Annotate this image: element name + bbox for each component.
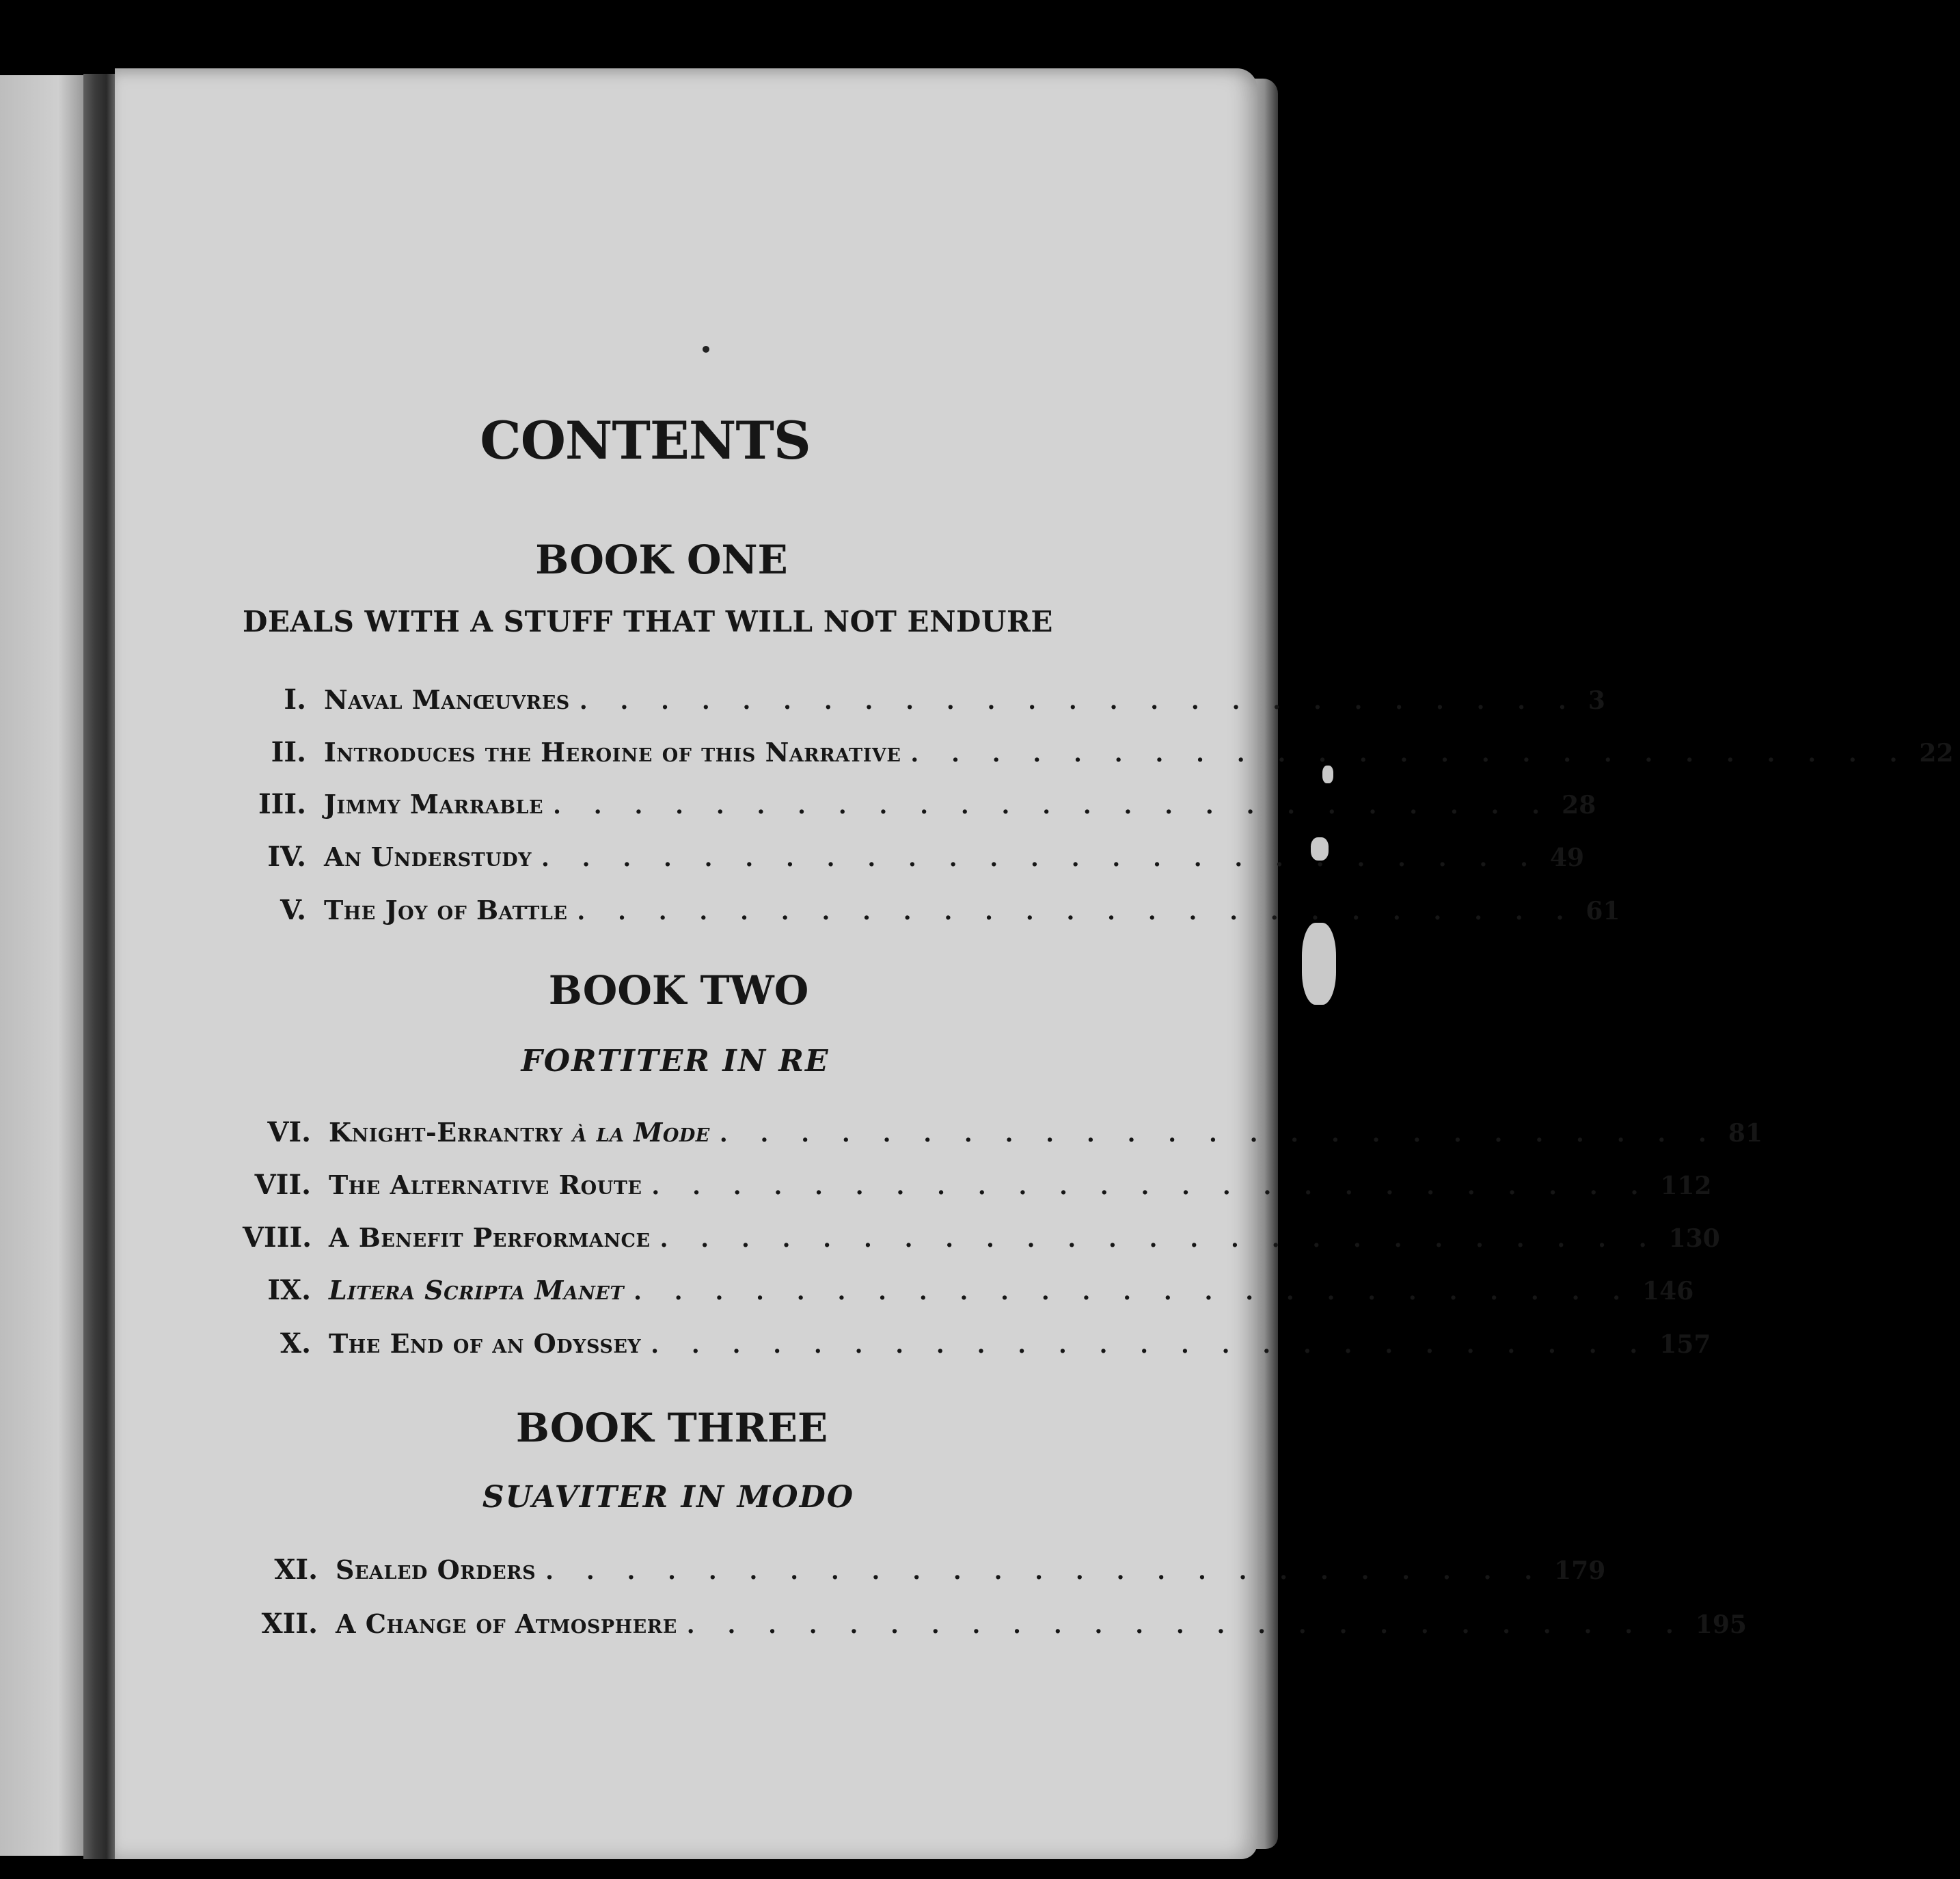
- chapter-number: II.: [271, 736, 306, 768]
- toc-entry[interactable]: [243, 1169, 1712, 1210]
- book-two-heading: BOOK TWO: [548, 967, 809, 1014]
- dot-leader: . . . . . . . . . . . . . . . . . . . . . . . . .: [910, 740, 1910, 768]
- book-three-subtitle: SUAVITER IN MODO: [482, 1480, 855, 1515]
- chapter-number: III.: [258, 788, 306, 820]
- dot-leader: . . . . . . . . . . . . . . . . . . . . . . . . .: [659, 1226, 1659, 1253]
- chapter-number: XI.: [274, 1554, 318, 1586]
- chapter-number: IX.: [267, 1274, 311, 1306]
- toc-entry[interactable]: [243, 1274, 1694, 1315]
- chapter-title: An Understudy: [324, 841, 532, 872]
- chapter-title: A Benefit Performance: [329, 1222, 651, 1253]
- book-two-subtitle: FORTITER IN RE: [521, 1044, 830, 1079]
- page-number: 130: [1668, 1224, 1720, 1253]
- chapter-number: VIII.: [243, 1221, 312, 1254]
- dot-leader: . . . . . . . . . . . . . . . . . . . . . . . . .: [579, 688, 1579, 715]
- book-one-subtitle: DEALS WITH A STUFF THAT WILL NOT ENDURE: [243, 605, 1053, 638]
- page-number: 112: [1660, 1172, 1712, 1200]
- page-number: 28: [1562, 791, 1596, 820]
- dot-leader: . . . . . . . . . . . . . . . . . . . . . . . . .: [541, 845, 1540, 872]
- toc-entry[interactable]: [249, 1554, 1606, 1595]
- ink-dot: [703, 346, 709, 353]
- book-spine: [83, 74, 116, 1859]
- chapter-number: I.: [284, 684, 306, 716]
- chapter-title: Naval Manœuvres: [324, 684, 570, 715]
- toc-entry[interactable]: [238, 894, 1620, 935]
- toc-entry[interactable]: [243, 1116, 1762, 1157]
- page-number: 157: [1659, 1330, 1711, 1359]
- chapter-number: X.: [280, 1327, 311, 1360]
- dot-leader: . . . . . . . . . . . . . . . . . . . . . . . . .: [719, 1120, 1719, 1148]
- chapter-number: IV.: [267, 841, 306, 873]
- facing-page: [0, 75, 83, 1856]
- dot-leader: . . . . . . . . . . . . . . . . . . . . . . . . .: [634, 1278, 1633, 1306]
- dot-leader: . . . . . . . . . . . . . . . . . . . . . . . . .: [545, 1558, 1545, 1585]
- dot-leader: . . . . . . . . . . . . . . . . . . . . . . . . .: [686, 1612, 1686, 1639]
- chapter-title: [329, 1117, 710, 1148]
- chapter-title: The Joy of Battle: [324, 895, 568, 925]
- dot-leader: . . . . . . . . . . . . . . . . . . . . . . . . .: [553, 792, 1553, 820]
- chapter-title-italic: à la Mode: [572, 1117, 710, 1148]
- toc-entry[interactable]: [243, 1327, 1711, 1368]
- chapter-title: Litera Scripta Manet: [329, 1275, 625, 1306]
- page-number: 3: [1588, 686, 1605, 715]
- toc-entry[interactable]: [238, 684, 1605, 725]
- chapter-title: The End of an Odyssey: [329, 1328, 642, 1359]
- book-three-heading: BOOK THREE: [515, 1405, 828, 1451]
- chapter-title: Jimmy Marrable: [324, 789, 544, 820]
- page-number: 195: [1695, 1610, 1747, 1639]
- chapter-title: Sealed Orders: [336, 1554, 536, 1585]
- page-number: 81: [1728, 1119, 1762, 1148]
- chapter-number: XII.: [261, 1608, 318, 1640]
- dot-leader: . . . . . . . . . . . . . . . . . . . . . . . . .: [651, 1173, 1651, 1200]
- page-number: 61: [1585, 897, 1620, 925]
- paper-speck: [1322, 766, 1333, 783]
- chapter-number: VI.: [267, 1116, 311, 1148]
- page-number: 49: [1549, 843, 1585, 872]
- toc-entry[interactable]: [238, 788, 1596, 829]
- dot-leader: . . . . . . . . . . . . . . . . . . . . . . . . .: [577, 898, 1577, 925]
- toc-entry[interactable]: [238, 736, 1954, 777]
- page-title: CONTENTS: [480, 410, 811, 471]
- toc-entry[interactable]: [238, 841, 1585, 882]
- chapter-title: The Alternative Route: [329, 1170, 642, 1200]
- chapter-title: Introduces the Heroine of this Narrative: [324, 737, 901, 768]
- page-number: 22: [1919, 739, 1954, 768]
- page-number: 179: [1554, 1556, 1606, 1585]
- book-one-heading: BOOK ONE: [535, 537, 788, 583]
- page-number: 146: [1642, 1277, 1694, 1306]
- chapter-number: V.: [280, 894, 306, 926]
- chapter-title: A Change of Atmosphere: [336, 1608, 677, 1639]
- chapter-number: VII.: [254, 1169, 311, 1201]
- chapter-title-part: Knight-Errantry: [329, 1117, 573, 1148]
- dot-leader: . . . . . . . . . . . . . . . . . . . . . . . . .: [651, 1331, 1650, 1359]
- toc-entry[interactable]: [249, 1608, 1747, 1649]
- toc-entry[interactable]: [243, 1221, 1720, 1262]
